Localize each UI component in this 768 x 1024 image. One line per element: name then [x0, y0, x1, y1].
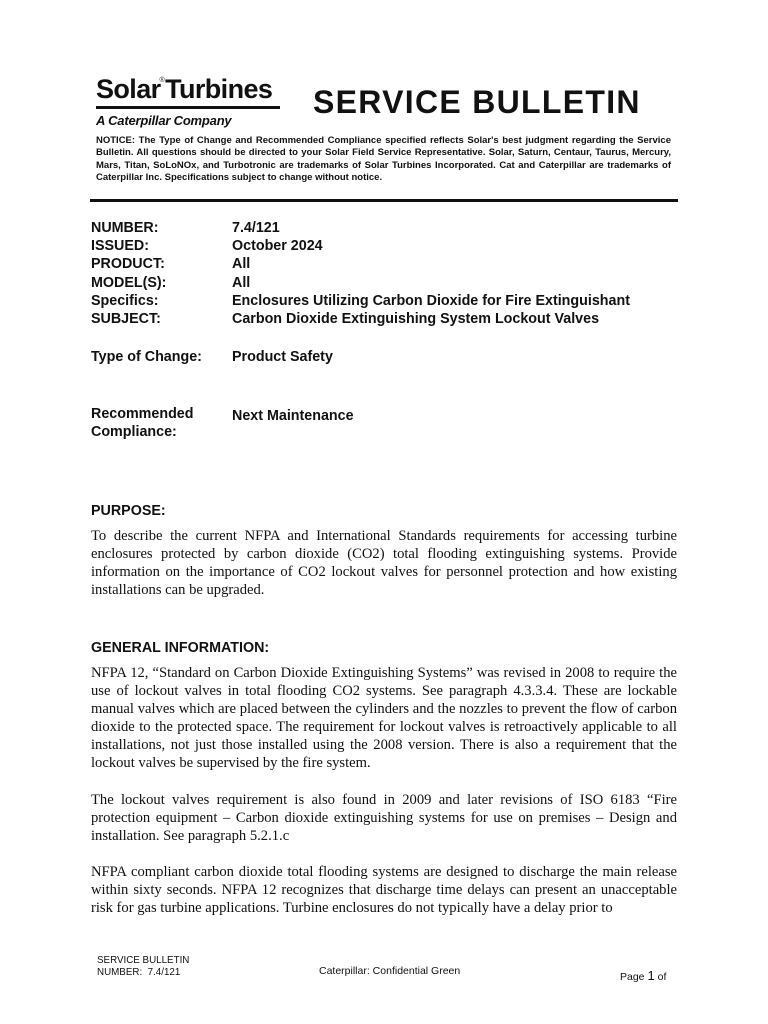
type-of-change-row: [91, 348, 681, 366]
recommended-compliance-label: Recommended Compliance:: [91, 406, 194, 441]
logo-wordmark: Solar®Turbines: [96, 74, 273, 104]
meta-label: ISSUED:: [91, 238, 149, 255]
general-paragraph: NFPA compliant carbon dioxide total flooding systems are designed to discharge the main release within sixty seconds. NFPA 12 recognizes that discharge time delays can present an unacceptable risk for gas turbine applications. Turbine enclosures do not typically have a delay prior to: [91, 864, 677, 916]
purpose-heading: PURPOSE:: [91, 503, 166, 519]
meta-label: Specifics:: [91, 292, 159, 309]
meta-label: MODEL(S):: [91, 274, 167, 291]
meta-value: Enclosures Utilizing Carbon Dioxide for Fire Extinguishant: [232, 292, 630, 309]
meta-value: Carbon Dioxide Extinguishing System Lockout Valves: [232, 311, 600, 328]
logo-tagline: A Caterpillar Company: [96, 113, 232, 128]
meta-value: October 2024: [232, 238, 323, 255]
meta-specifics: [91, 292, 681, 310]
footer-classification: Caterpillar: Confidential Green: [319, 965, 461, 977]
recommended-compliance-row: [91, 405, 681, 442]
general-paragraph: The lockout valves requirement is also found in 2009 and later revisions of ISO 6183 “Fire protection equipment – Carbon dioxide extinguishing systems for use on premises – Design and installation. See paragraph 5.2.1.c: [91, 792, 677, 844]
meta-value: 7.4/121: [232, 220, 280, 236]
page-title: SERVICE BULLETIN: [313, 84, 641, 120]
type-of-change-value: Product Safety: [232, 349, 333, 365]
footer-bulletin-number: NUMBER: 7.4/121: [97, 966, 181, 978]
meta-models: [91, 274, 681, 292]
meta-label: SUBJECT:: [91, 311, 161, 328]
recommended-compliance-value: Next Maintenance: [232, 408, 354, 424]
notice-text: NOTICE: The Type of Change and Recommended Compliance specified reflects Solar's best judgment regarding the Service Bulletin. All questions should be directed to your Solar Field Service Representative. Solar, Saturn, Centaur, Taurus, Mercury, Mars, Titan, SoLoNOx, and Turbotronic are trademarks of Solar Turbines Incorporated. Cat and Caterpillar are trademarks of Caterpillar Inc. Specifications subject to change without notice.: [96, 135, 671, 184]
footer-bulletin-info: [97, 955, 189, 978]
header-divider: [90, 199, 678, 202]
meta-product: [91, 255, 681, 273]
footer-page-number: Page 1 of: [620, 968, 667, 983]
meta-subject: [91, 310, 681, 328]
type-of-change-label: Type of Change:: [91, 349, 202, 365]
purpose-text: To describe the current NFPA and International Standards requirements for accessing turbine enclosures protected by carbon dioxide (CO2) total flooding extinguishing systems. Provide information on the importance of CO2 lockout valves for personnel protection and how existing installations can be upgraded.: [91, 528, 677, 598]
meta-number: [91, 219, 681, 237]
bulletin-metadata: [91, 219, 681, 328]
logo-registered-mark: ®: [159, 77, 165, 84]
general-paragraph: NFPA 12, “Standard on Carbon Dioxide Extinguishing Systems” was revised in 2008 to require the use of lockout valves in total flooding CO2 systems. See paragraph 4.3.3.4. These are lockable manual valves which are placed between the cylinders and the nozzles to prevent the flow of carbon dioxide to the protected space. The requirement for lockout valves is retroactively applicable to all installations, not just those installed using the 2008 version. There is also a requirement that the lockout valves be supervised by the fire system.: [91, 665, 677, 771]
meta-label: NUMBER:: [91, 220, 159, 236]
meta-issued: [91, 237, 681, 255]
solar-turbines-logo: [96, 66, 280, 128]
footer-bulletin-label: SERVICE BULLETIN: [97, 955, 190, 966]
general-information-heading: GENERAL INFORMATION:: [91, 640, 270, 656]
meta-value: All: [232, 256, 251, 273]
meta-label: PRODUCT:: [91, 256, 165, 273]
logo-underline: [96, 106, 280, 109]
meta-value: All: [232, 274, 251, 291]
